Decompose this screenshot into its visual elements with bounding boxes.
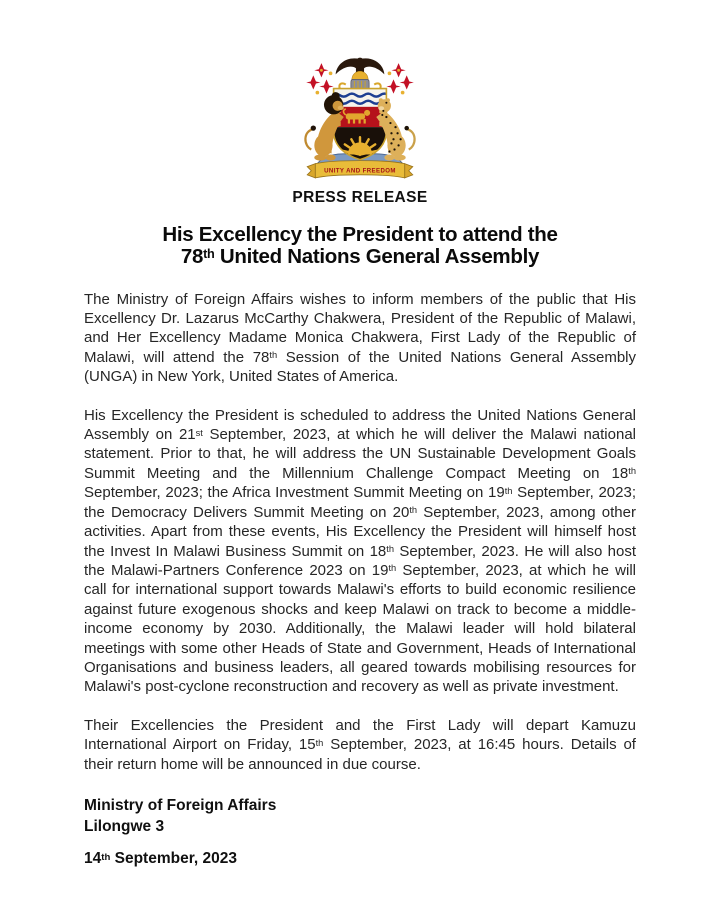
title-line-2: 78th United Nations General Assembly (180, 245, 540, 269)
paragraph-2: His Excellency the President is scheduled to address the United Nations General Assembly on 21st September, 2023, at which he will deliver the Malawi national statement. Prior to that, he will address the UN Sustainable Development Goals Summit Meeting and the Millennium Challenge Compact Meeting on 18th September, 2023; the Africa Investment Summit Meeting on 19th September, 2023; the Democracy Delivers Summit Meeting on 20th September, 2023, among other activities. Apart from these events, His Excellency the President will himself host the Invest In Malawi Business Summit on 18th September, 2023. He will also host the Malawi-Partners Conference 2023 on 19th September, 2023, at which he will call for international support towards Malawi's efforts to build economic resilience against future exogenous shocks and keep Malawi on track to become a middle-income economy by 2030. Additionally, the Malawi leader will hold bilateral meetings with some other Heads of State and Government, Heads of International Organisations and business leaders, all geared towards mobilising resources for Malawi's post-cyclone reconstruction and recovery as well as private investment. (84, 406, 636, 696)
ministry-city: Lilongwe 3 (84, 817, 165, 835)
motto-ribbon (307, 161, 413, 178)
malawi-coat-of-arms-svg (293, 52, 427, 182)
malawi-coat-of-arms-icon (293, 52, 427, 182)
paragraph-3: Their Excellencies the President and the First Lady will depart Kamuzu International Airport on Friday, 15th September, 2023, at 16:45 hours. Details of their return home will be announced in due course. (84, 716, 636, 773)
press-release-label: PRESS RELEASE (292, 188, 428, 206)
document-title (0, 224, 720, 269)
title-line-1: His Excellency the President to attend the (162, 222, 558, 246)
motto-text: UNITY AND FREEDOM (324, 167, 396, 175)
ministry-name: Ministry of Foreign Affairs (84, 796, 277, 814)
signature-block (84, 796, 636, 837)
release-date: 14th September, 2023 (84, 850, 237, 868)
lion-supporter (305, 92, 343, 161)
document-body (84, 290, 636, 774)
paragraph-1: The Ministry of Foreign Affairs wishes to inform members of the public that His Excellency Dr. Lazarus McCarthy Chakwera, President of the Republic of Malawi, and Her Excellency Madame Monica Chakwera, First Lady of the Republic of Malawi, will attend the 78th Session of the United Nations General Assembly (UNGA) in New York, United States of America. (84, 290, 637, 386)
eagle-crest (336, 58, 385, 80)
